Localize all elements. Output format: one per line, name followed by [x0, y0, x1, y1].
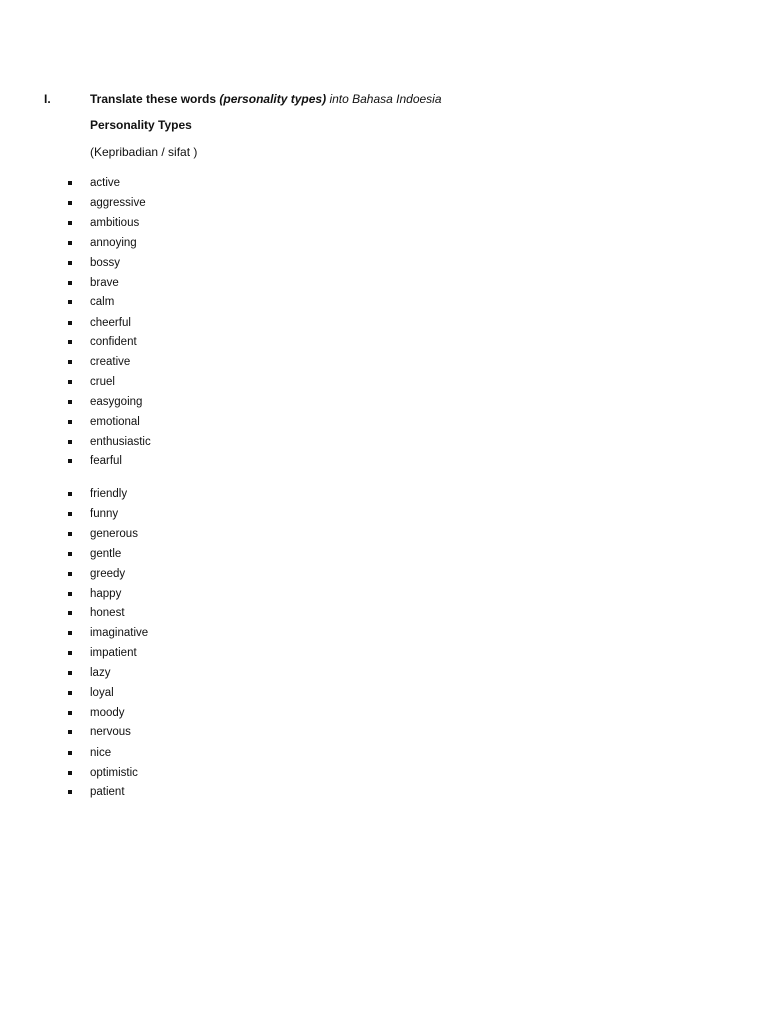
bullet-icon — [68, 201, 72, 205]
bullet-icon — [68, 572, 72, 576]
word-text: annoying — [90, 237, 137, 249]
list-item — [0, 177, 300, 195]
bullet-icon — [68, 492, 72, 496]
list-item — [0, 707, 300, 725]
list-item — [0, 627, 300, 645]
instruction-italic-text: into Bahasa Indoesia — [329, 92, 442, 106]
bullet-icon — [68, 300, 72, 304]
bullet-icon — [68, 512, 72, 516]
word-text: greedy — [90, 568, 126, 580]
word-text: honest — [90, 607, 125, 619]
word-text: friendly — [90, 488, 128, 500]
list-item — [0, 257, 300, 275]
list-item — [0, 588, 300, 606]
list-item — [0, 436, 300, 454]
bullet-icon — [68, 241, 72, 245]
list-item — [0, 336, 300, 354]
list-item — [0, 767, 300, 785]
instruction-emphasis-text: (personality types) — [219, 92, 327, 106]
word-text: brave — [90, 277, 119, 289]
list-item — [0, 667, 300, 685]
word-text: loyal — [90, 687, 114, 699]
bullet-icon — [68, 360, 72, 364]
bullet-icon — [68, 730, 72, 734]
list-item — [0, 376, 300, 394]
bullet-icon — [68, 261, 72, 265]
bullet-icon — [68, 281, 72, 285]
word-text: optimistic — [90, 767, 138, 779]
bullet-icon — [68, 340, 72, 344]
word-text: ambitious — [90, 217, 140, 229]
word-text: aggressive — [90, 197, 146, 209]
bullet-icon — [68, 790, 72, 794]
word-text: enthusiastic — [90, 436, 151, 448]
list-note: (Kepribadian / sifat ) — [90, 145, 198, 159]
list-item — [0, 277, 300, 295]
bullet-icon — [68, 711, 72, 715]
list-item — [0, 747, 300, 765]
instruction — [90, 92, 442, 106]
instruction-bold-text: Translate these words — [90, 92, 217, 106]
list-item — [0, 197, 300, 215]
section-number: I. — [44, 92, 51, 106]
word-text: cheerful — [90, 317, 131, 329]
bullet-icon — [68, 380, 72, 384]
word-text: imaginative — [90, 627, 149, 639]
list-item — [0, 396, 300, 414]
bullet-icon — [68, 751, 72, 755]
word-text: creative — [90, 356, 131, 368]
bullet-icon — [68, 552, 72, 556]
bullet-icon — [68, 611, 72, 615]
word-text: happy — [90, 588, 122, 600]
bullet-icon — [68, 532, 72, 536]
word-text: cruel — [90, 376, 115, 388]
word-text: moody — [90, 707, 125, 719]
word-text: fearful — [90, 455, 122, 467]
list-item — [0, 237, 300, 255]
list-item — [0, 607, 300, 625]
bullet-icon — [68, 420, 72, 424]
list-item — [0, 416, 300, 434]
word-text: funny — [90, 508, 119, 520]
list-item — [0, 647, 300, 665]
word-text: emotional — [90, 416, 140, 428]
list-item — [0, 786, 300, 804]
list-item — [0, 687, 300, 705]
bullet-icon — [68, 651, 72, 655]
bullet-icon — [68, 181, 72, 185]
list-item — [0, 548, 300, 566]
bullet-icon — [68, 631, 72, 635]
word-text: confident — [90, 336, 137, 348]
list-item — [0, 217, 300, 235]
word-text: nervous — [90, 726, 131, 738]
bullet-icon — [68, 400, 72, 404]
bullet-icon — [68, 221, 72, 225]
word-text: generous — [90, 528, 138, 540]
bullet-icon — [68, 691, 72, 695]
bullet-icon — [68, 671, 72, 675]
word-text: patient — [90, 786, 125, 798]
bullet-icon — [68, 771, 72, 775]
word-text: bossy — [90, 257, 121, 269]
list-item — [0, 488, 300, 506]
word-text: lazy — [90, 667, 111, 679]
list-title: Personality Types — [90, 118, 192, 132]
bullet-icon — [68, 592, 72, 596]
word-text: gentle — [90, 548, 122, 560]
bullet-icon — [68, 459, 72, 463]
word-text: easygoing — [90, 396, 143, 408]
list-item — [0, 528, 300, 546]
list-item — [0, 455, 300, 473]
list-item — [0, 726, 300, 744]
word-text: nice — [90, 747, 112, 759]
bullet-icon — [68, 321, 72, 325]
word-text: calm — [90, 296, 115, 308]
word-text: active — [90, 177, 121, 189]
list-item — [0, 568, 300, 586]
word-text: impatient — [90, 647, 137, 659]
list-item — [0, 356, 300, 374]
list-item — [0, 296, 300, 314]
list-item — [0, 317, 300, 335]
bullet-icon — [68, 440, 72, 444]
list-item — [0, 508, 300, 526]
